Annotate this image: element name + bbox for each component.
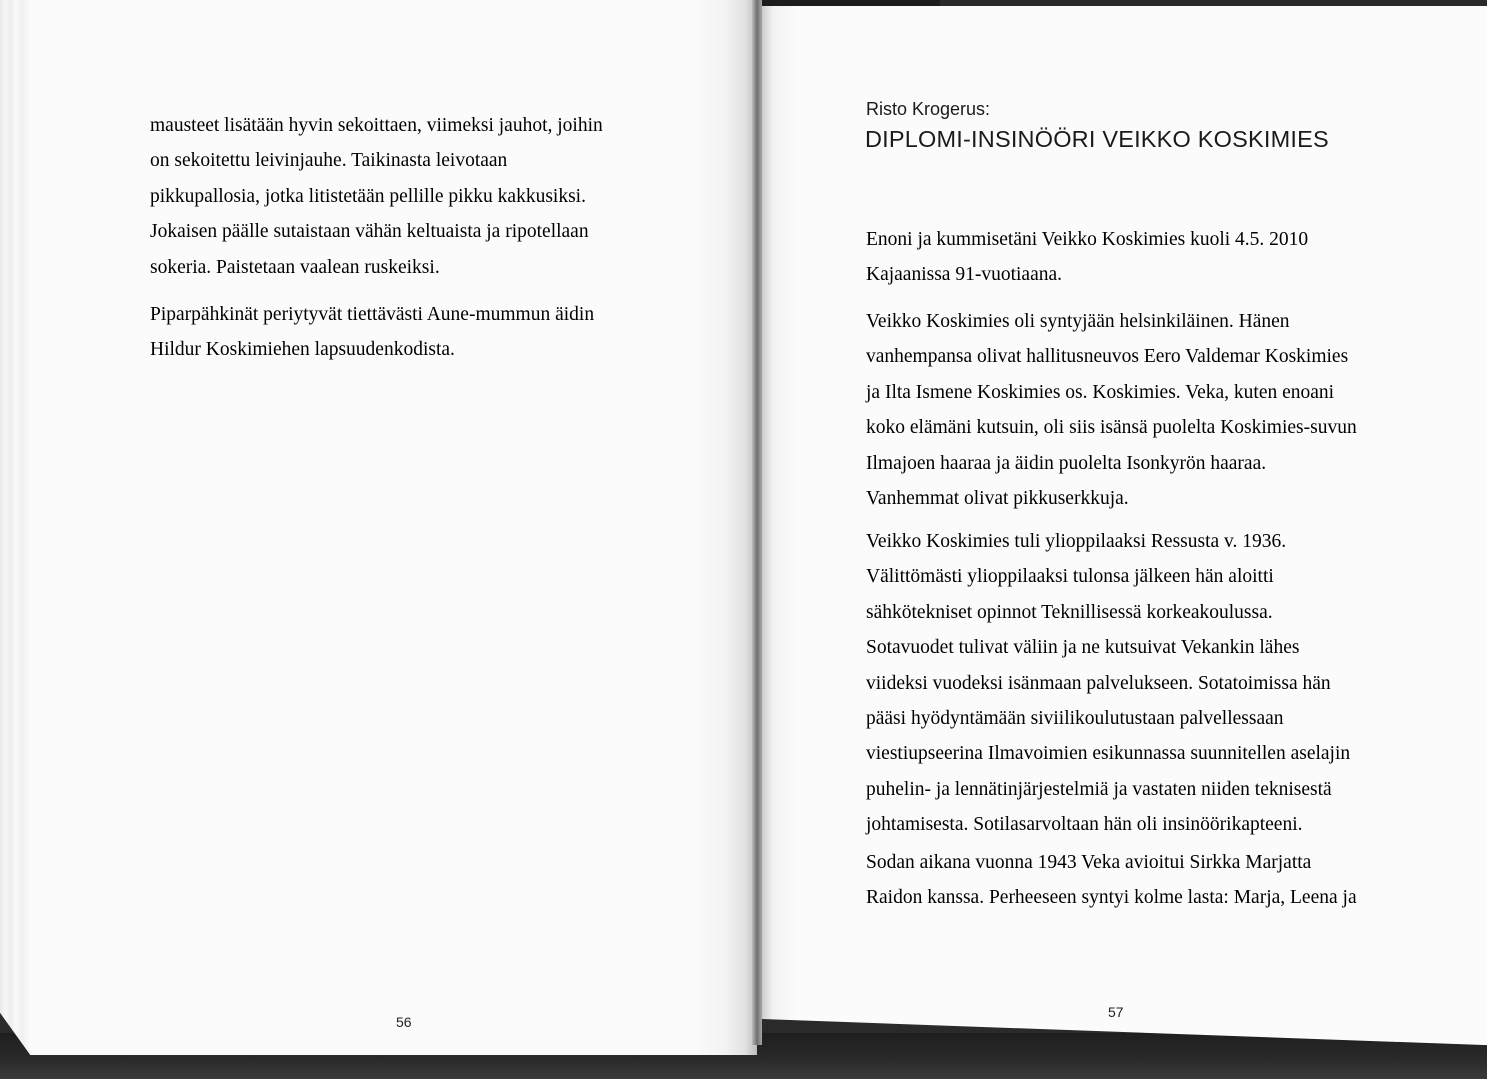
paragraph (866, 845, 1357, 916)
text-line: Raidon kanssa. Perheeseen syntyi kolme lasta: Marja, Leena ja (866, 887, 1357, 909)
article-title: DIPLOMI-INSINÖÖRI VEIKKO KOSKIMIES (865, 126, 1329, 152)
paragraph (866, 524, 1350, 843)
text-line: mausteet lisätään hyvin sekoittaen, viimeksi jauhot, joihin (150, 115, 603, 136)
text-line: johtamisesta. Sotilasarvoltaan hän oli insinöörikapteeni. (866, 814, 1303, 836)
text-line: sokeria. Paistetaan vaalean ruskeiksi. (150, 256, 440, 278)
text-line: vanhempansa olivat hallitusneuvos Eero Valdemar Koskimies (866, 346, 1349, 368)
text-line: sähkötekniset opinnot Teknillisessä korkeakoulussa. (866, 601, 1273, 623)
paragraph (150, 108, 603, 285)
book-gutter (752, 0, 762, 1045)
article-author: Risto Krogerus: (866, 99, 991, 119)
page-number-right: 57 (1108, 1004, 1124, 1020)
left-page-body (150, 108, 603, 380)
text-line: pikkupallosia, jotka litistetään pellille pikku kakkusiksi. (150, 185, 586, 207)
text-line: Vanhemmat olivat pikkuserkkuja. (866, 488, 1129, 510)
text-line: puhelin- ja lennätinjärjestelmiä ja vastaten niiden teknisestä (866, 778, 1332, 800)
text-line: Sotavuodet tulivat väliin ja ne kutsuivat Vekankin lähes (866, 637, 1300, 659)
text-line: Hildur Koskimiehen lapsuudenkodista. (150, 339, 455, 361)
paragraph (150, 297, 603, 368)
text-line: Veikko Koskimies oli syntyjään helsinkiläinen. Hänen (866, 311, 1290, 332)
text-line: Enoni ja kummisetäni Veikko Koskimies kuoli 4.5. 2010 (866, 229, 1309, 250)
text-line: viideksi vuodeksi isänmaan palvelukseen. Sotatoimissa hän (866, 672, 1331, 694)
text-line: koko elämäni kutsuin, oli siis isänsä puolelta Koskimies-suvun (866, 417, 1357, 439)
text-line: Jokaisen päälle sutaistaan vähän keltuaista ja ripotellaan (150, 221, 589, 243)
page-number-left: 56 (396, 1014, 412, 1030)
text-line: Kajaanissa 91-vuotiaana. (866, 264, 1063, 286)
text-line: Ilmajoen haaraa ja äidin puolelta Isonkyrön haaraa. (866, 452, 1267, 474)
paragraph (866, 304, 1357, 516)
text-line: Veikko Koskimies tuli ylioppilaaksi Ressusta v. 1936. (866, 531, 1287, 552)
text-line: on sekoitettu leivinjauhe. Taikinasta leivotaan (150, 150, 508, 172)
text-line: pääsi hyödyntämään siviilikoulutustaan palvellessaan (866, 708, 1284, 730)
text-line: Piparpähkinät periytyvät tiettävästi Aune-mummun äidin (150, 304, 595, 326)
text-line: Sodan aikana vuonna 1943 Veka avioitui Sirkka Marjatta (866, 852, 1312, 873)
text-line: Välittömästi ylioppilaaksi tulonsa jälkeen hän aloitti (866, 566, 1274, 588)
text-line: ja Ilta Ismene Koskimies os. Koskimies. Veka, kuten enoani (866, 381, 1335, 403)
paragraph (866, 222, 1308, 293)
text-line: viestiupseerina Ilmavoimien esikunnassa suunnitellen aselajin (866, 743, 1351, 765)
